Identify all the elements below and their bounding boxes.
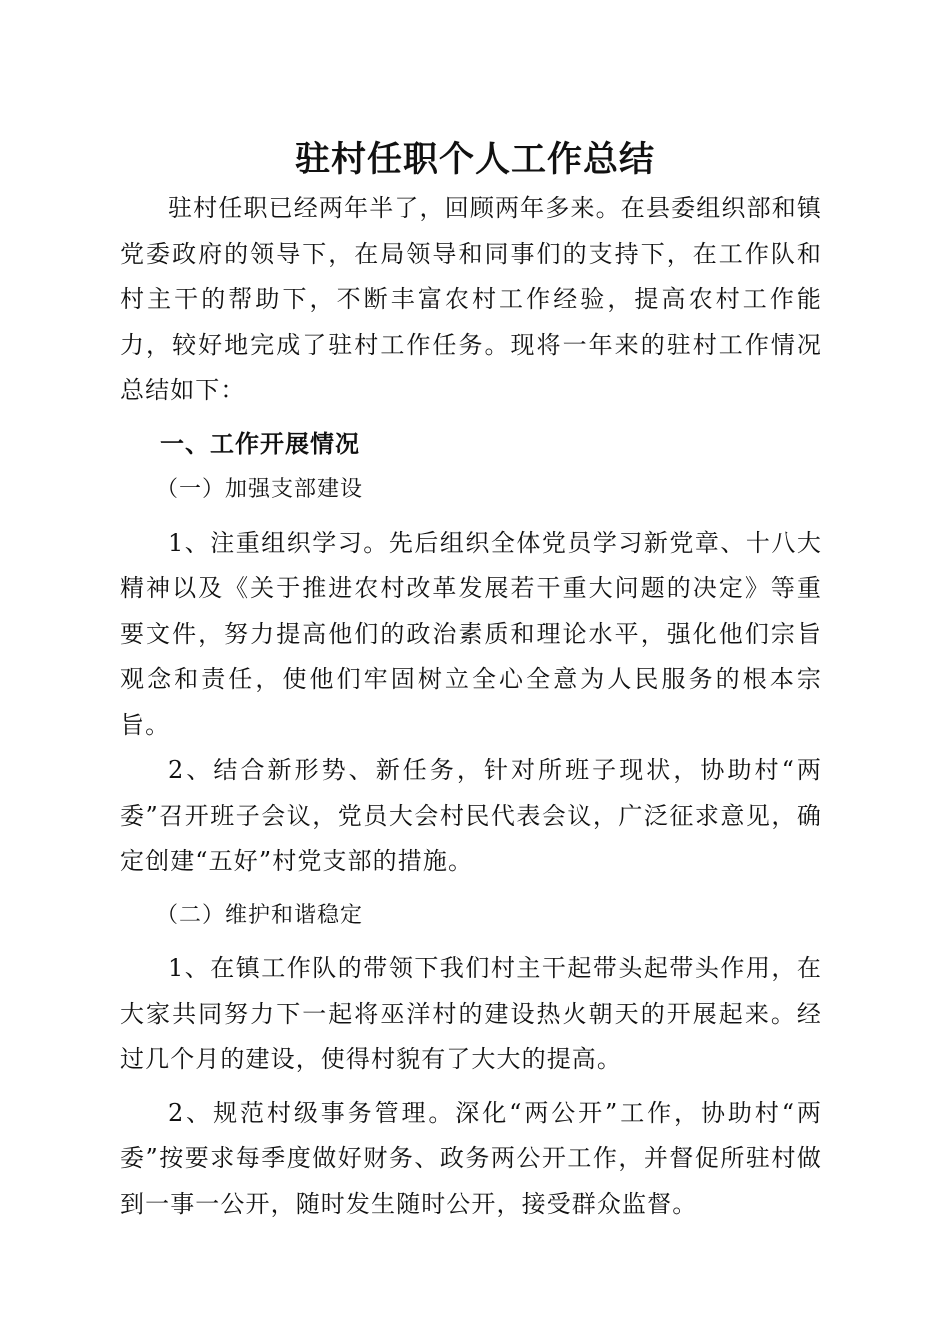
subsection-heading-2: （二）维护和谐稳定 [156, 902, 364, 928]
paragraph-meetings: 2、结合新形势、新任务，针对所班子现状，协助村“两委”召开班子会议，党员大会村民代表会议，广泛征求意见，确定创建“五好”村党支部的措施。 [120, 756, 822, 875]
document-title: 驻村任职个人工作总结 [294, 140, 655, 180]
intro-paragraph: 驻村任职已经两年半了，回顾两年多来。在县委组织部和镇党委政府的领导下，在局领导和同事们的支持下，在工作队和村主干的帮助下，不断丰富农村工作经验，提高农村工作能力，较好地完成了驻村工作任务。现将一年来的驻村工作情况总结如下： [120, 194, 822, 404]
spacer [120, 1083, 822, 1091]
section-heading-1: 一、工作开展情况 [160, 429, 360, 458]
paragraph-construction: 1、在镇工作队的带领下我们村主干起带头起带头作用，在大家共同努力下一起将巫洋村的建设热火朝天的开展起来。经过几个月的建设，使得村貌有了大大的提高。 [120, 954, 822, 1073]
document-body [120, 186, 822, 1227]
spacer [120, 414, 822, 422]
spacer [120, 938, 822, 946]
spacer [120, 513, 822, 521]
spacer [120, 885, 822, 893]
paragraph-study: 1、注重组织学习。先后组织全体党员学习新党章、十八大精神以及《关于推进农村改革发展若干重大问题的决定》等重要文件，努力提高他们的政治素质和理论水平，强化他们宗旨观念和责任，使他们牢固树立全心全意为人民服务的根本宗旨。 [120, 528, 822, 739]
paragraph-affairs: 2、规范村级事务管理。深化“两公开”工作，协助村“两委”按要求每季度做好财务、政务两公开工作，并督促所驻村做到一事一公开，随时发生随时公开，接受群众监督。 [120, 1098, 822, 1218]
subsection-heading-1: （一）加强支部建设 [156, 477, 364, 502]
